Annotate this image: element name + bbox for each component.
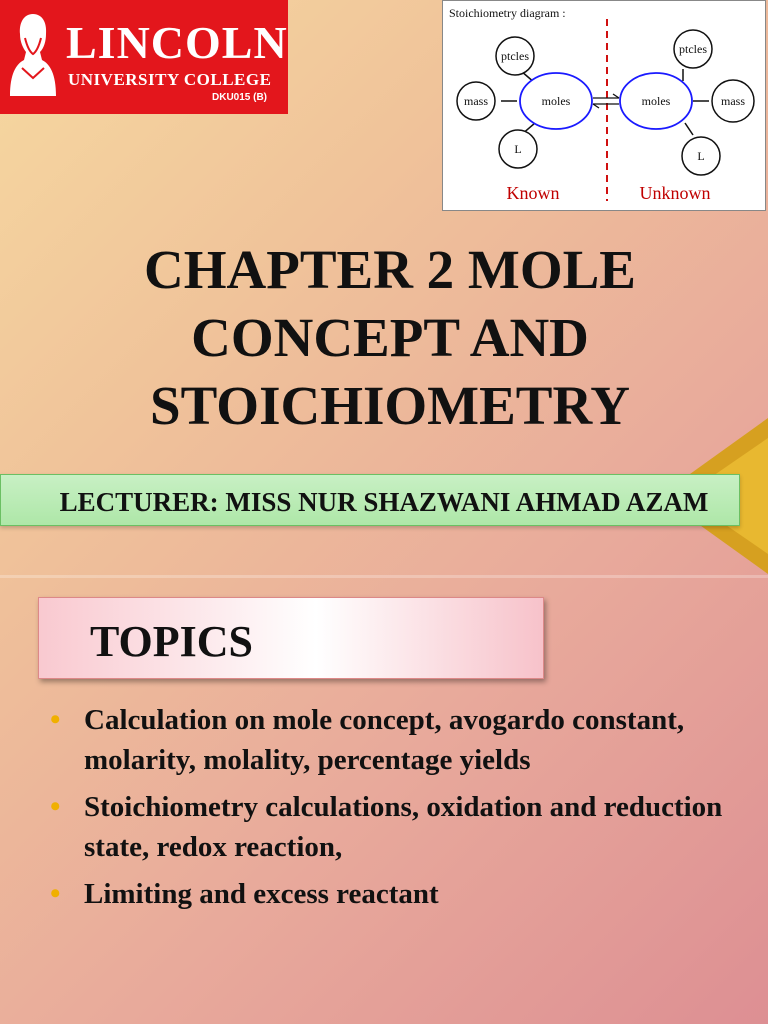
left-mass-label: mass — [464, 94, 488, 108]
list-item — [48, 787, 748, 867]
left-particles-label: ptcles — [501, 49, 529, 63]
lecturer-name: LECTURER: MISS NUR SHAZWANI AHMAD AZAM — [59, 487, 709, 517]
right-particles-label: ptcles — [679, 42, 707, 56]
stoichiometry-diagram — [442, 0, 766, 211]
lincoln-logo — [0, 0, 288, 114]
right-volume-label: L — [697, 149, 705, 163]
topic-text: Stoichiometry calculations, oxidation and reduction state, redox reaction, — [84, 791, 723, 863]
title-line-2: CONCEPT AND — [191, 307, 589, 368]
list-item — [48, 700, 748, 780]
unknown-caption: Unknown — [639, 183, 711, 203]
section-divider — [0, 575, 768, 578]
left-volume-label: L — [514, 142, 522, 156]
right-moles-label: moles — [641, 94, 671, 108]
known-caption: Known — [506, 183, 560, 203]
topic-text: Limiting and excess reactant — [84, 878, 439, 910]
logo-name: LINCOLN — [66, 17, 288, 68]
diagram-title: Stoichiometry diagram : — [449, 6, 566, 20]
lincoln-bust-icon — [8, 8, 58, 98]
bullet-icon: • — [50, 877, 61, 910]
topics-list — [48, 700, 748, 921]
topics-heading: TOPICS — [90, 617, 254, 666]
logo-subtitle: UNIVERSITY COLLEGE — [68, 70, 272, 89]
logo-code: DKU015 (B) — [212, 92, 268, 103]
bullet-icon: • — [50, 703, 61, 736]
left-moles-label: moles — [541, 94, 571, 108]
title-line-3: STOICHIOMETRY — [150, 375, 630, 436]
topic-text: Calculation on mole concept, avogardo constant, molarity, molality, percentage yields — [84, 704, 685, 776]
title-line-1: CHAPTER 2 MOLE — [144, 239, 636, 300]
list-item — [48, 874, 748, 914]
bullet-icon: • — [50, 790, 61, 823]
page-title — [70, 236, 710, 440]
right-mass-label: mass — [721, 94, 745, 108]
